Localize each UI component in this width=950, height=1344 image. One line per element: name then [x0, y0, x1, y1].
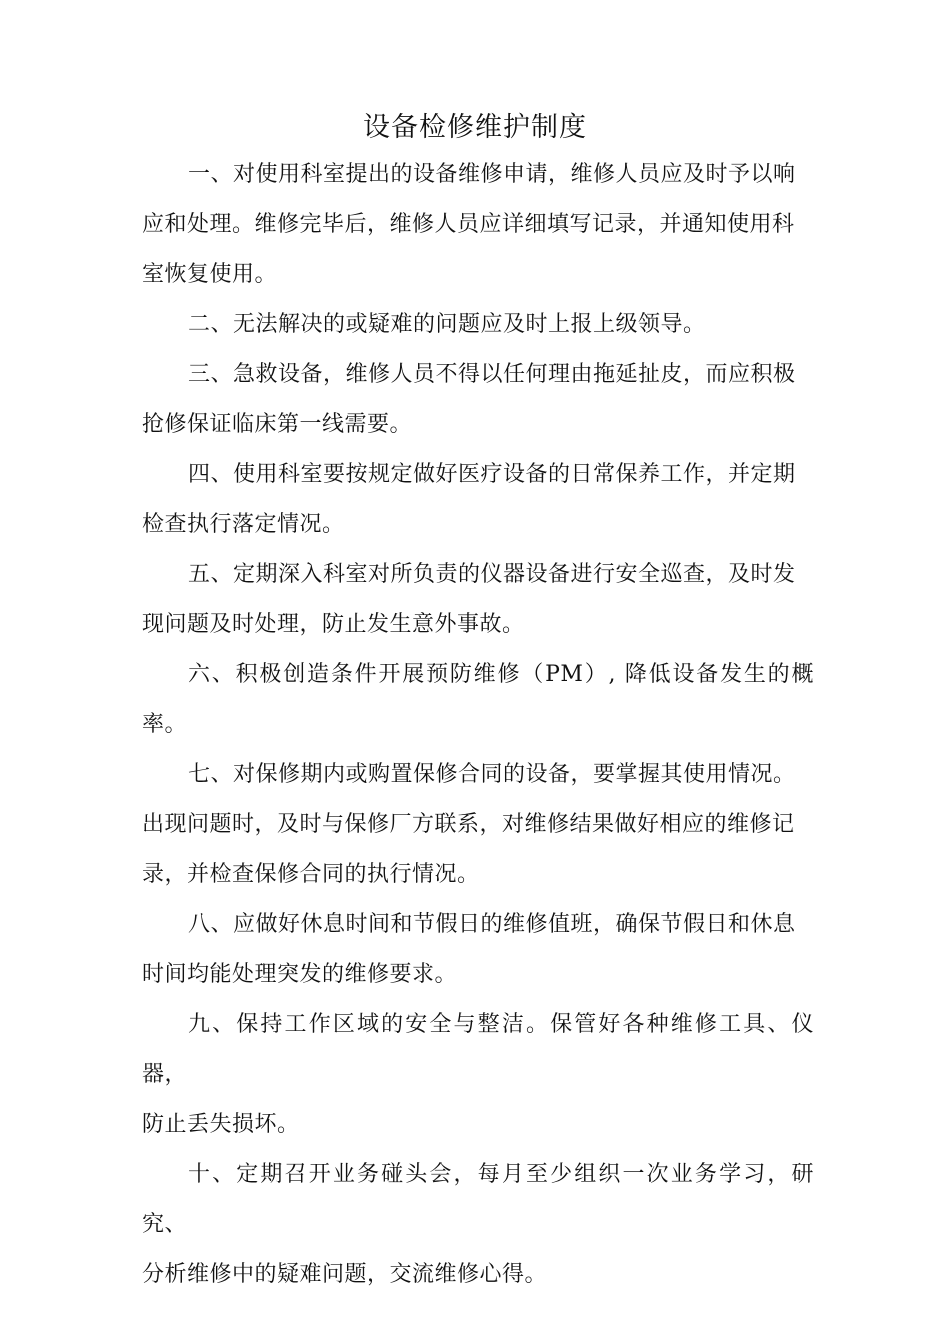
paragraph-line: 十、定期召开业务碰头会，每月至少组织一次业务学习，研究、 — [142, 1162, 814, 1237]
paragraph-3 — [142, 350, 814, 450]
paragraph-line: 防止丢失损坏。 — [142, 1112, 300, 1137]
paragraph-line: 六、积极创造条件开展预防维修（PM）, 降低设备发生的概率。 — [142, 662, 814, 737]
paragraph-line: 抢修保证临床第一线需要。 — [142, 412, 413, 437]
document-body — [142, 150, 814, 1300]
paragraph-5 — [142, 550, 814, 650]
paragraph-10 — [142, 1150, 814, 1300]
paragraph-line: 八、应做好休息时间和节假日的维修值班，确保节假日和休息 — [188, 912, 796, 937]
paragraph-8 — [142, 900, 814, 1000]
paragraph-line: 五、定期深入科室对所负责的仪器设备进行安全巡查，及时发 — [188, 562, 796, 587]
paragraph-line: 出现问题时，及时与保修厂方联系，对维修结果做好相应的维修记 — [142, 812, 795, 837]
document-title: 设备检修维护制度 — [363, 112, 587, 143]
paragraph-line: 三、急救设备，维修人员不得以任何理由拖延扯皮，而应积极 — [188, 362, 796, 387]
paragraph-line: 录，并检查保修合同的执行情况。 — [142, 862, 480, 887]
paragraph-6 — [142, 650, 814, 750]
paragraph-line: 时间均能处理突发的维修要求。 — [142, 962, 458, 987]
paragraph-1 — [142, 150, 814, 300]
paragraph-line: 分析维修中的疑难问题，交流维修心得。 — [142, 1262, 548, 1287]
paragraph-line: 二、无法解决的或疑难的问题应及时上报上级领导。 — [188, 312, 706, 337]
paragraph-9 — [142, 1000, 814, 1150]
paragraph-2 — [142, 300, 814, 350]
paragraph-4 — [142, 450, 814, 550]
paragraph-line: 七、对保修期内或购置保修合同的设备，要掌握其使用情况。 — [188, 762, 796, 787]
paragraph-line: 室恢复使用。 — [142, 262, 278, 287]
paragraph-line: 应和处理。维修完毕后，维修人员应详细填写记录，并通知使用科 — [142, 212, 795, 237]
paragraph-line: 检查执行落定情况。 — [142, 512, 345, 537]
paragraph-line: 四、使用科室要按规定做好医疗设备的日常保养工作，并定期 — [188, 462, 796, 487]
paragraph-line: 九、保持工作区域的安全与整洁。保管好各种维修工具、仪器， — [142, 1012, 814, 1087]
paragraph-line: 一、对使用科室提出的设备维修申请，维修人员应及时予以响 — [188, 162, 796, 187]
paragraph-line: 现问题及时处理，防止发生意外事故。 — [142, 612, 525, 637]
paragraph-7 — [142, 750, 814, 900]
